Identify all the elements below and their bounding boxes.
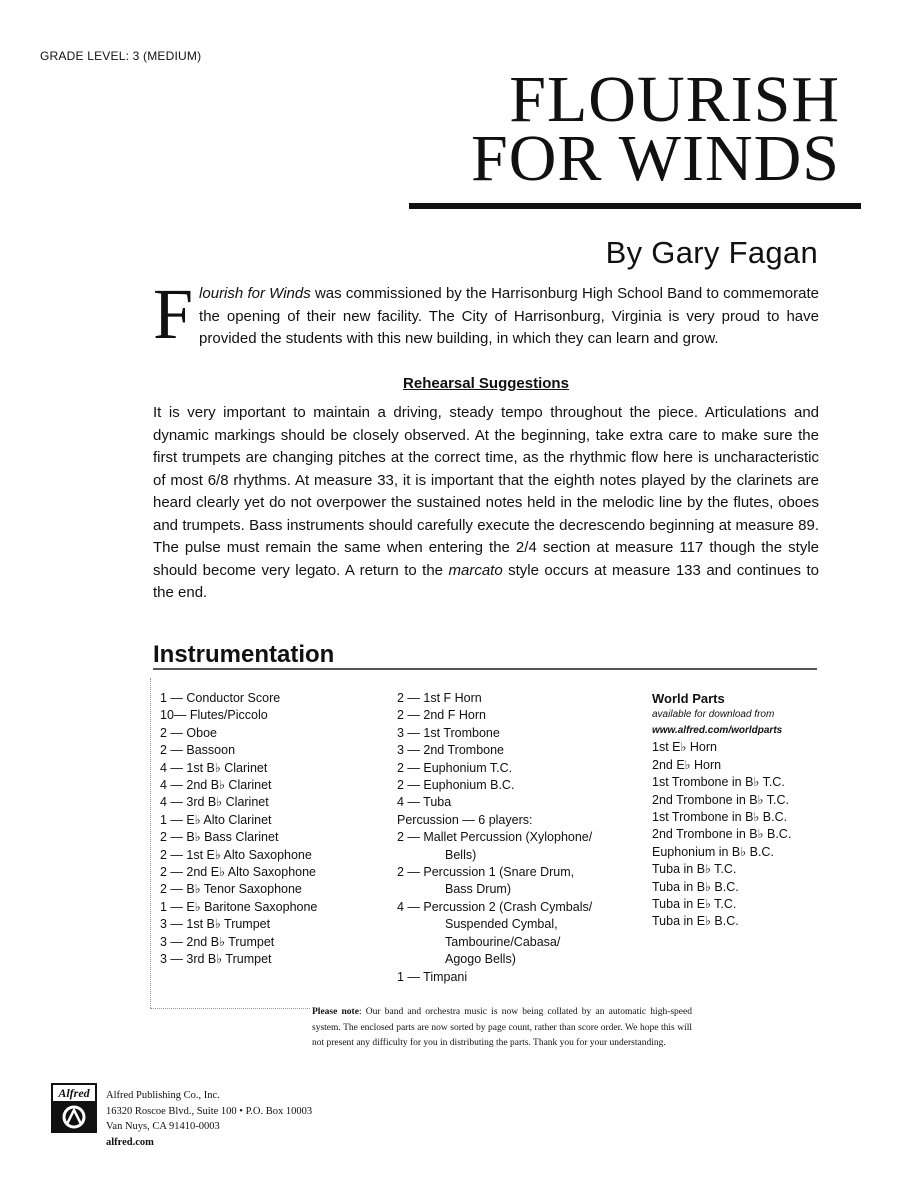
percussion-heading: Percussion — 6 players: <box>397 812 533 827</box>
instrument-item: 2 — 1st F Horn <box>397 691 482 705</box>
instrument-item: 4 — Tuba <box>397 795 452 810</box>
rehearsal-paragraph <box>153 402 819 605</box>
instrument-item-continued: Tambourine/Cabasa/ <box>445 934 561 949</box>
instrument-item-continued: Agogo Bells) <box>445 952 516 967</box>
instrument-item: 2 — Bassoon <box>160 743 236 758</box>
instrumentation-heading: Instrumentation <box>153 641 335 668</box>
note-text: : Our band and orchestra music is now being collated by an automatic high-speed system. The enclosed parts are now sorted by page count, rather than score order. We hope this will not present any difficulty for you in distributing the parts. Thank you for your understanding. <box>312 1007 692 1048</box>
instrument-item: 3 — 2nd B♭ Trumpet <box>160 934 275 949</box>
instrument-item: 10— Flutes/Piccolo <box>160 708 268 723</box>
instrument-item: 3 — 3rd B♭ Trumpet <box>160 952 272 967</box>
world-part-item: 2nd E♭ Horn <box>652 757 722 772</box>
instrument-item: 1 — E♭ Alto Clarinet <box>160 812 272 827</box>
instrument-item: 3 — 2nd Trombone <box>397 743 505 758</box>
instrument-item: 2 — Percussion 1 (Snare Drum, <box>397 865 575 880</box>
instrument-item: 2 — Euphonium B.C. <box>397 778 515 793</box>
world-part-item: 2nd Trombone in B♭ T.C. <box>652 792 789 807</box>
instrument-item: 1 — E♭ Baritone Saxophone <box>160 899 318 914</box>
instrument-item: 3 — 1st B♭ Trumpet <box>160 917 271 932</box>
note-label: Please note <box>312 1007 359 1017</box>
rehearsal-heading: Rehearsal Suggestions <box>403 375 569 392</box>
world-part-item: Tuba in E♭ T.C. <box>652 897 737 912</box>
intro-italic-title: lourish for Winds <box>199 285 311 302</box>
please-note <box>312 1005 692 1052</box>
byline: By Gary Fagan <box>605 235 818 270</box>
instrument-item: 2 — 2nd F Horn <box>397 708 486 723</box>
instrument-item: 2 — B♭ Bass Clarinet <box>160 830 279 845</box>
world-part-item: 1st Trombone in B♭ B.C. <box>652 810 788 825</box>
title-line-1: FLOURISH <box>509 63 840 136</box>
world-part-item: Tuba in E♭ B.C. <box>652 914 739 929</box>
world-part-item: Tuba in B♭ B.C. <box>652 879 739 894</box>
instrument-item: 2 — 2nd E♭ Alto Saxophone <box>160 865 317 880</box>
instrument-item: 1 — Conductor Score <box>160 691 281 705</box>
instrument-item: 4 — 1st B♭ Clarinet <box>160 760 268 775</box>
instrument-item: 2 — Euphonium T.C. <box>397 760 513 775</box>
rehearsal-text-1: It is very important to maintain a driving, steady tempo throughout the piece. Articulations and dynamic markings should be closely observed. At the beginning, take extra care to make sure the first trumpets are changing pitches at the correct time, as the rhythmic flow here is uncharacteristic of most 6/8 rhythms. At measure 33, it is important that the eighth notes played by the clarinets are heard clearly yet do not overpower the sustained notes held in the melodic line by the flutes, oboes and trumpets. Bass instruments should carefully execute the decrescendo beginning at measure 89. The pulse must remain the same when entering the 2/4 section at measure 117 though the style should become very legato. A return to the <box>153 404 819 579</box>
publisher-address-2: Van Nuys, CA 91410-0003 <box>106 1121 220 1132</box>
instrument-item: 4 — Percussion 2 (Crash Cymbals/ <box>397 899 593 914</box>
grade-level: GRADE LEVEL: 3 (MEDIUM) <box>40 49 202 63</box>
world-part-item: 1st Trombone in B♭ T.C. <box>652 775 785 790</box>
instrument-item: 2 — Mallet Percussion (Xylophone/ <box>397 830 593 845</box>
alfred-logo <box>51 1083 97 1133</box>
instrument-list-column-1 <box>160 690 317 969</box>
publisher-website-link[interactable]: alfred.com <box>106 1136 154 1148</box>
rehearsal-text-2: style occurs at measure 133 and continues to the end. <box>153 561 819 601</box>
world-parts-link[interactable]: www.alfred.com/worldparts <box>652 725 783 737</box>
title-rule <box>409 203 861 209</box>
instrumentation-rule <box>153 668 817 670</box>
intro-text: was commissioned by the Harrisonburg High School Band to commemorate the opening of their new facility. The City of Harrisonburg, Virginia is very proud to have provided the students with this new building, in which they can learn and grow. <box>199 285 819 347</box>
world-parts-title: World Parts <box>652 691 725 706</box>
title-line-2: FOR WINDS <box>470 122 840 195</box>
world-parts <box>652 690 791 931</box>
drop-cap: F <box>153 274 194 354</box>
instrument-item: 2 — 1st E♭ Alto Saxophone <box>160 847 312 862</box>
dotted-border-bottom <box>150 1008 310 1009</box>
instrument-list-column-2 <box>397 690 592 986</box>
instrument-item: 3 — 1st Trombone <box>397 725 500 740</box>
world-part-item: 2nd Trombone in B♭ B.C. <box>652 827 792 842</box>
intro-paragraph <box>153 274 819 354</box>
instrument-item: 2 — B♭ Tenor Saxophone <box>160 882 302 897</box>
instrument-item: 2 — Oboe <box>160 725 217 740</box>
instrument-item-continued: Suspended Cymbal, <box>445 917 558 932</box>
instrument-item: 4 — 3rd B♭ Clarinet <box>160 795 269 810</box>
publisher-name: Alfred Publishing Co., Inc. <box>106 1090 220 1101</box>
publisher-info <box>106 1088 312 1150</box>
instrument-item: 1 — Timpani <box>397 969 468 984</box>
world-parts-availability: available for download from <box>652 709 775 721</box>
page-title <box>470 63 840 195</box>
logo-emblem-icon <box>58 1104 90 1130</box>
instrument-item: 4 — 2nd B♭ Clarinet <box>160 778 272 793</box>
world-part-item: 1st E♭ Horn <box>652 740 717 755</box>
instrument-item-continued: Bells) <box>445 847 477 862</box>
dotted-border-left <box>150 678 151 1008</box>
world-part-item: Tuba in B♭ T.C. <box>652 862 737 877</box>
rehearsal-italic: marcato <box>448 561 503 579</box>
instrument-item-continued: Bass Drum) <box>445 882 511 897</box>
world-part-item: Euphonium in B♭ B.C. <box>652 844 774 859</box>
publisher-address-1: 16320 Roscoe Blvd., Suite 100 • P.O. Box 10003 <box>106 1105 313 1117</box>
world-parts-list <box>652 739 791 930</box>
logo-wordmark: Alfred <box>53 1085 95 1101</box>
